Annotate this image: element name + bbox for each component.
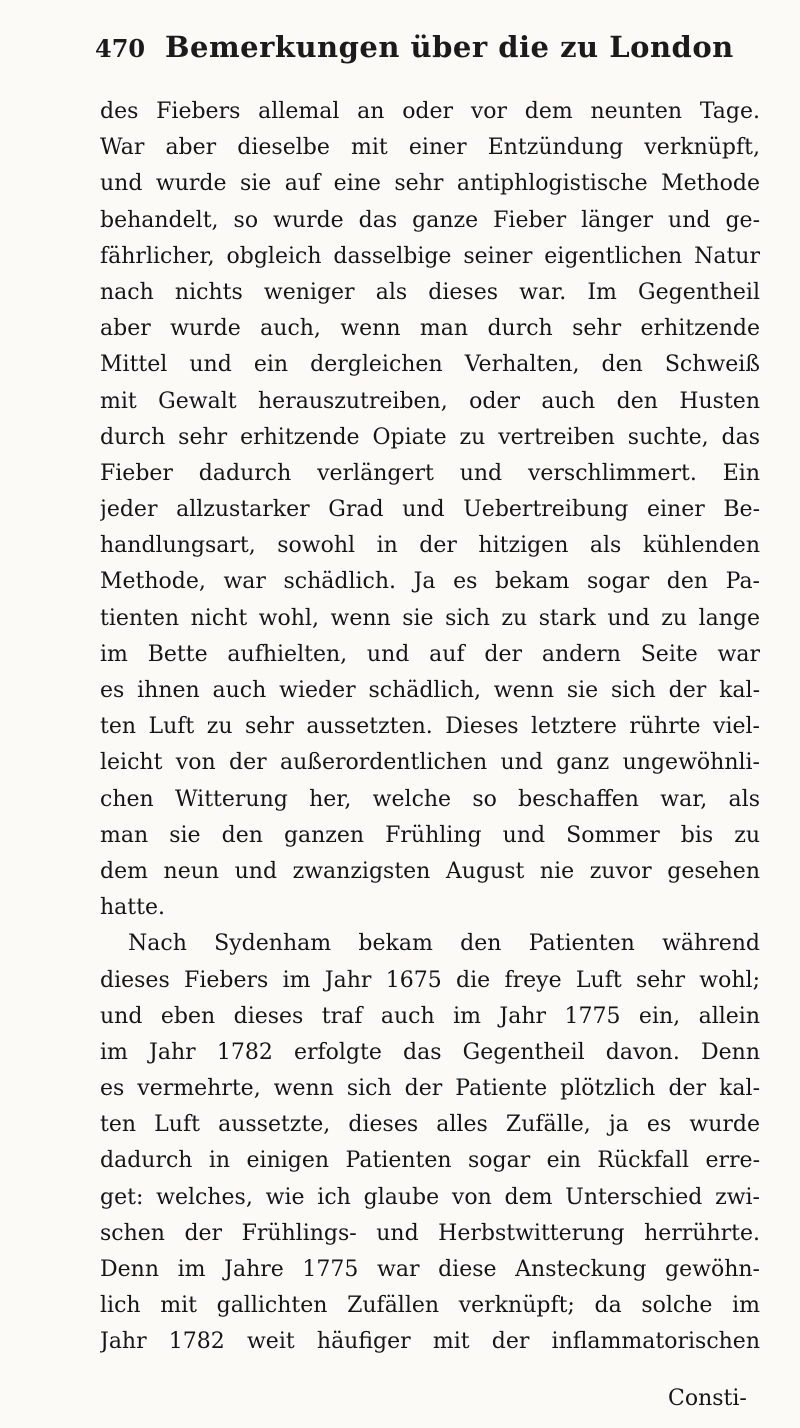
text-line: ten Luft aussetzte, dieses alles Zufälle, ja es wurde [100,1112,760,1138]
text-line: handlungsart, sowohl in der hitzigen als kühlenden [100,533,760,559]
text-line: dieses Fiebers im Jahr 1675 die freye Luft sehr wohl; [100,967,760,993]
text-line: nach nichts weniger als dieses war. Im Gegentheil [100,279,760,305]
text-line: Denn im Jahre 1775 war diese Ansteckung gewöhn- [100,1257,760,1282]
text-line: ten Luft zu sehr aussetzten. Dieses letztere rührte viel- [100,714,760,740]
text-line: tienten nicht wohl, wenn sie sich zu stark und zu lange [100,605,760,631]
text-line: Fieber dadurch verlängert und verschlimmert. Ein [100,460,760,486]
text-line: mit Gewalt herauszutreiben, oder auch den Husten [100,388,760,414]
text-line: behandelt, so wurde das ganze Fieber länger und ge- [100,207,760,233]
page-number: 470 [95,34,146,63]
paragraph-end-line: hatte. [100,895,165,921]
text-line: fährlicher, obgleich dasselbige seiner eigentlichen Natur [100,243,760,269]
text-line: Methode, war schädlich. Ja es bekam sogar den Pa- [100,569,760,595]
text-line: chen Witterung her, welche so beschaffen war, als [100,786,760,812]
text-line: und wurde sie auf eine sehr antiphlogistische Methode [100,171,760,197]
text-line: dem neun und zwanzigsten August nie zuvor gesehen [100,858,760,884]
text-line: jeder allzustarker Grad und Uebertreibung einer Be- [100,497,760,523]
catchword: Consti- [668,1386,747,1411]
text-line: get: welches, wie ich glaube von dem Unterschied zwi- [100,1184,760,1210]
text-line: aber wurde auch, wenn man durch sehr erhitzende [100,316,760,342]
text-line: im Bette aufhielten, und auf der andern Seite war [100,641,760,667]
text-line: des Fiebers allemal an oder vor dem neunten Tage. [100,99,760,124]
body-text [100,94,760,1361]
text-line: es ihnen auch wieder schädlich, wenn sie sich der kal- [100,678,760,703]
text-line: schen der Frühlings- und Herbstwitterung herrührte. [100,1220,760,1246]
text-line: und eben dieses traf auch im Jahr 1775 ein, allein [100,1003,760,1029]
text-line: es vermehrte, wenn sich der Patiente plötzlich der kal- [100,1076,760,1102]
text-line: im Jahr 1782 erfolgte das Gegentheil davon. Denn [100,1039,760,1065]
text-line: leicht von der außerordentlichen und ganz ungewöhnli- [100,750,760,776]
paragraph-start-line: Nach Sydenham bekam den Patienten während [128,931,760,957]
text-line: Jahr 1782 weit häufiger mit der inflammatorischen [100,1329,760,1355]
text-line: War aber dieselbe mit einer Entzündung verknüpft, [100,135,760,161]
text-line: man sie den ganzen Frühling und Sommer bis zu [100,822,760,848]
text-line: lich mit gallichten Zufällen verknüpft; da solche im [100,1293,760,1319]
text-line: dadurch in einigen Patienten sogar ein Rückfall erre- [100,1148,760,1174]
page-header [95,14,755,74]
running-title: Bemerkungen über die zu London [165,30,734,64]
text-line: Mittel und ein dergleichen Verhalten, den Schweiß [100,352,760,378]
text-line: durch sehr erhitzende Opiate zu vertreiben suchte, das [100,424,760,450]
